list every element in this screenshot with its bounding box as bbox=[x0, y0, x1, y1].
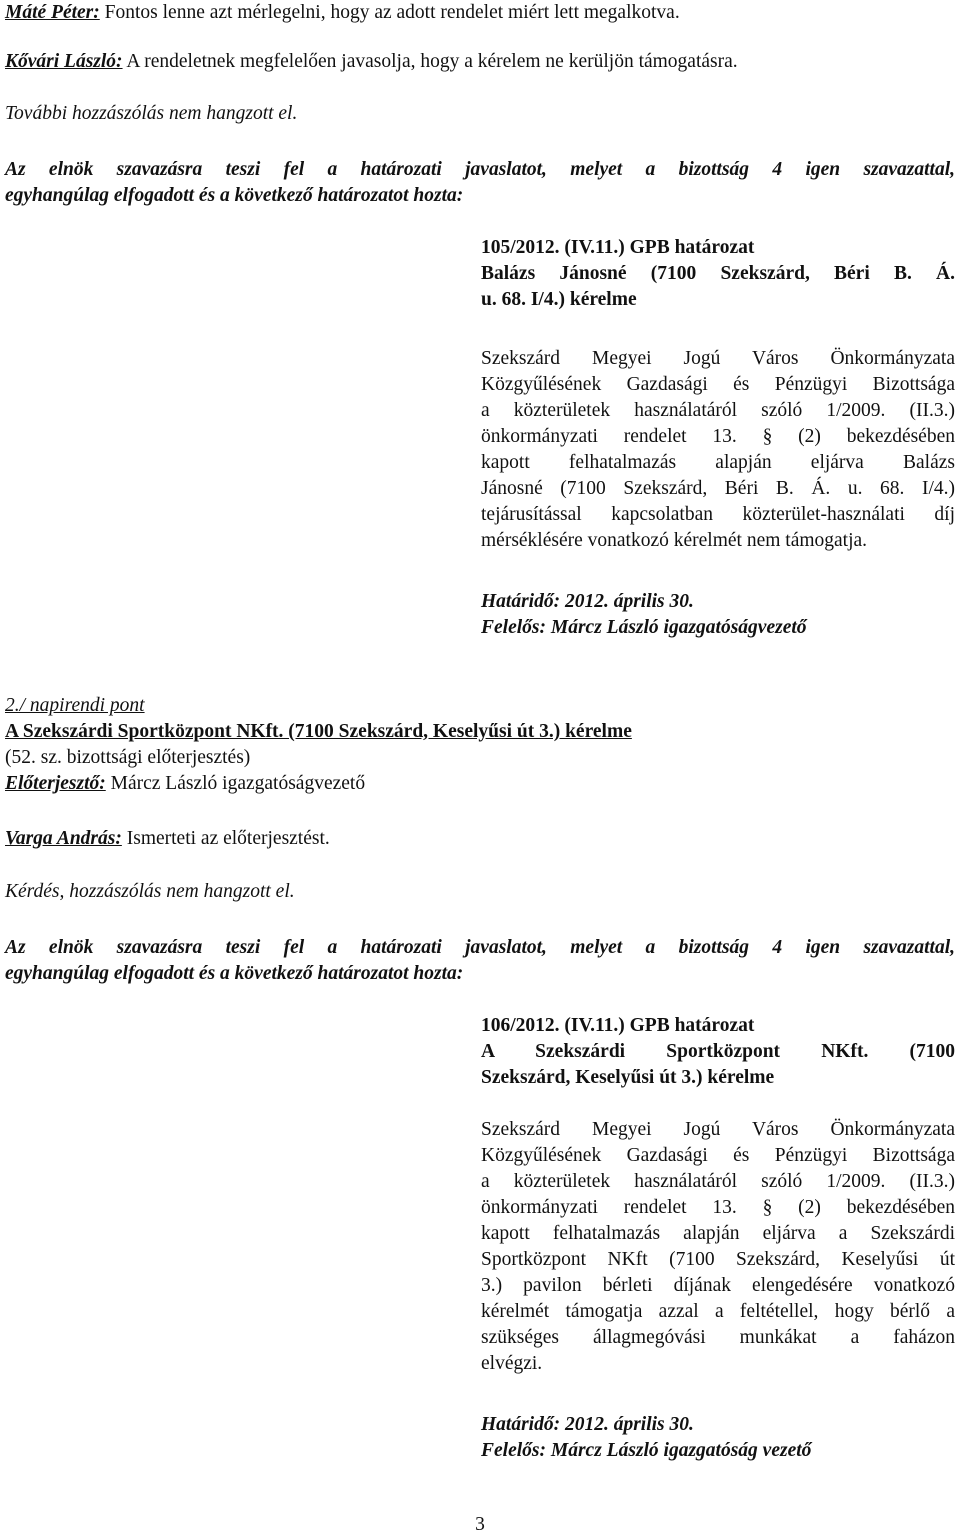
resolution-105-body bbox=[481, 346, 955, 554]
resolution-body-line: tejárusítással kapcsolatban közterület-használati díj bbox=[481, 504, 955, 525]
resolution-title-line-1: A Szekszárdi Sportközpont NKft. (7100 bbox=[481, 1041, 955, 1062]
resolution-body-line: Közgyűlésének Gazdasági és Pénzügyi Bizottsága bbox=[481, 1145, 955, 1166]
resolution-106-deadline-block bbox=[481, 1412, 955, 1464]
resolution-number: 105/2012. (IV.11.) GPB határozat bbox=[481, 237, 755, 258]
resolution-body-line: Szekszárd Megyei Jogú Város Önkormányzata bbox=[481, 348, 955, 369]
resolution-body-line: kapott felhatalmazás alapján eljárva a Szekszárdi bbox=[481, 1223, 955, 1244]
agenda-label: 2./ napirendi pont bbox=[5, 695, 145, 716]
vote-line-1: Az elnök szavazásra teszi fel a határozati javaslatot, melyet a bizottság 4 igen szavazattal, bbox=[5, 937, 955, 958]
vote-paragraph-2 bbox=[5, 935, 955, 987]
resolution-title-line-2: u. 68. I/4.) kérelme bbox=[481, 289, 637, 310]
resolution-title-line-2: Szekszárd, Keselyűsi út 3.) kérelme bbox=[481, 1067, 775, 1088]
resolution-body-line: a közterületek használatáról szóló 1/2009. (II.3.) bbox=[481, 1171, 955, 1192]
resolution-body-line: a közterületek használatáról szóló 1/2009. (II.3.) bbox=[481, 400, 955, 421]
no-questions: Kérdés, hozzászólás nem hangzott el. bbox=[5, 881, 295, 902]
vote-line-1: Az elnök szavazásra teszi fel a határozati javaslatot, melyet a bizottság 4 igen szavazattal, bbox=[5, 159, 955, 180]
speaker-name: Kővári László: bbox=[5, 51, 123, 72]
resolution-105-deadline-block bbox=[481, 589, 955, 641]
agenda-title: A Szekszárdi Sportközpont NKft. (7100 Szekszárd, Keselyűsi út 3.) kérelme bbox=[5, 721, 632, 742]
speaker-text: Fontos lenne azt mérlegelni, hogy az adott rendelet miért lett megalkotva. bbox=[99, 2, 680, 23]
resolution-body-line: Közgyűlésének Gazdasági és Pénzügyi Bizottsága bbox=[481, 374, 955, 395]
speaker-paragraph-varga bbox=[5, 826, 955, 852]
no-more-comments: További hozzászólás nem hangzott el. bbox=[5, 103, 298, 124]
resolution-title-line-1: Balázs Jánosné (7100 Szekszárd, Béri B. Á. bbox=[481, 263, 955, 284]
deadline: Határidő: 2012. április 30. bbox=[481, 1414, 694, 1435]
speaker-paragraph-kovari bbox=[5, 49, 955, 75]
presenter-name: Márcz László igazgatóságvezető bbox=[105, 773, 366, 794]
vote-paragraph-1 bbox=[5, 157, 955, 209]
resolution-body-line: kérelmét támogatja azzal a feltétellel, hogy bérlő a bbox=[481, 1301, 955, 1322]
presenter-label: Előterjesztő: bbox=[5, 773, 106, 794]
speaker-name: Varga András: bbox=[5, 828, 122, 849]
resolution-106-body bbox=[481, 1117, 955, 1377]
resolution-number: 106/2012. (IV.11.) GPB határozat bbox=[481, 1015, 755, 1036]
vote-line-2: egyhangúlag elfogadott és a következő határozatot hozta: bbox=[5, 963, 464, 984]
resolution-body-line: szükséges állagmegóvási munkákat a faházon bbox=[481, 1327, 955, 1348]
vote-line-2: egyhangúlag elfogadott és a következő határozatot hozta: bbox=[5, 185, 464, 206]
speaker-paragraph-mate bbox=[5, 0, 955, 26]
resolution-body-line: elvégzi. bbox=[481, 1353, 543, 1374]
agenda-note: (52. sz. bizottsági előterjesztés) bbox=[5, 747, 251, 768]
speaker-name: Máté Péter: bbox=[5, 2, 100, 23]
resolution-body-line: önkormányzati rendelet 13. § (2) bekezdésében bbox=[481, 426, 955, 447]
resolution-body-line: Szekszárd Megyei Jogú Város Önkormányzata bbox=[481, 1119, 955, 1140]
responsible: Felelős: Márcz László igazgatóságvezető bbox=[481, 617, 807, 638]
resolution-body-line: 3.) pavilon bérleti díjának elengedésére vonatkozó bbox=[481, 1275, 955, 1296]
resolution-body-line: kapott felhatalmazás alapján eljárva Balázs bbox=[481, 452, 955, 473]
agenda-item-2 bbox=[5, 693, 955, 797]
speaker-text: Ismerteti az előterjesztést. bbox=[121, 828, 330, 849]
resolution-105 bbox=[481, 235, 955, 313]
responsible: Felelős: Márcz László igazgatóság vezető bbox=[481, 1440, 812, 1461]
page-number: 3 bbox=[475, 1514, 485, 1535]
deadline: Határidő: 2012. április 30. bbox=[481, 591, 694, 612]
resolution-body-line: Jánosné (7100 Szekszárd, Béri B. Á. u. 68. I/4.) bbox=[481, 478, 955, 499]
resolution-body-line: Sportközpont NKft (7100 Szekszárd, Keselyűsi út bbox=[481, 1249, 955, 1270]
speaker-text: A rendeletnek megfelelően javasolja, hogy a kérelem ne kerüljön támogatásra. bbox=[122, 51, 738, 72]
resolution-body-line: önkormányzati rendelet 13. § (2) bekezdésében bbox=[481, 1197, 955, 1218]
resolution-106 bbox=[481, 1013, 955, 1091]
resolution-body-line: mérséklésére vonatkozó kérelmét nem támogatja. bbox=[481, 530, 868, 551]
